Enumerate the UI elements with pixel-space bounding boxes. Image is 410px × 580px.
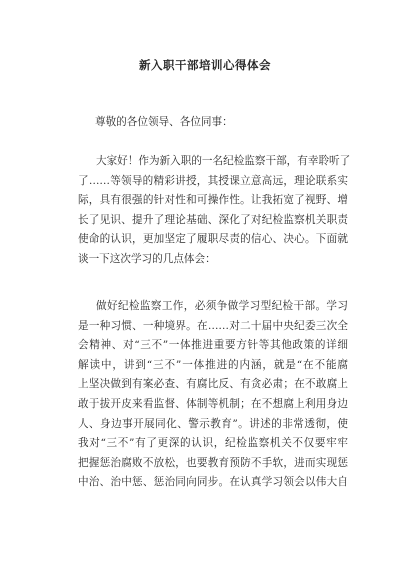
paragraph-line: 解读中，讲到“三不”一体推进的内涵，就是“在不能腐: [78, 358, 348, 371]
paragraph-line: 上坚决做到有案必查、有腐比反、有贪必肃；在不敢腐上: [78, 378, 348, 391]
paragraph-line: 际，具有很强的针对性和可操作性。让我拓宽了视野、增: [78, 194, 348, 207]
paragraph-line: 人、身边事开展同化、警示教育”。讲述的非常透彻，使: [78, 417, 348, 430]
salutation: 尊敬的各位领导、各位同事：: [95, 116, 233, 128]
paragraph-line: 长了见识、提升了理论基础、深化了对纪检监察机关职责: [78, 213, 348, 226]
paragraph-line: 敢于拔开皮来看监督、体制等机制；在不想腐上利用身边: [78, 397, 348, 410]
paragraph-line: 会精神、对“三不”一体推进重要方针等其他政策的详细: [78, 339, 348, 352]
paragraph-line: 中治、治中惩、惩治同向同步。在认真学习领会以伟大自: [78, 476, 348, 489]
document-title: 新入职干部培训心得体会: [139, 58, 271, 72]
paragraph-line: 我对“三不”有了更深的认识，纪检监察机关不仅要牢牢: [78, 437, 348, 450]
paragraph-line: 大家好！作为新入职的一名纪检监察干部，有幸聆听了: [96, 155, 351, 167]
paragraph-line: 使命的认识，更加坚定了履职尽责的信心、决心。下面就: [78, 233, 348, 246]
paragraph-2: [78, 297, 348, 493]
paragraph-1: [78, 152, 351, 270]
paragraph-line: 做好纪检监察工作，必须争做学习型纪检干部。学习: [96, 300, 348, 312]
paragraph-line: 了……等领导的精彩讲授，其授课立意高远，理论联系实: [78, 174, 348, 187]
paragraph-line: 是一种习惯、一种境界。在……对二十届中央纪委三次全: [78, 319, 348, 332]
paragraph-line: 把握惩治腐败不放松，也要教育预防不手软，进而实现惩: [78, 456, 348, 469]
paragraph-line: 谈一下这次学习的几点体会：: [78, 252, 216, 265]
